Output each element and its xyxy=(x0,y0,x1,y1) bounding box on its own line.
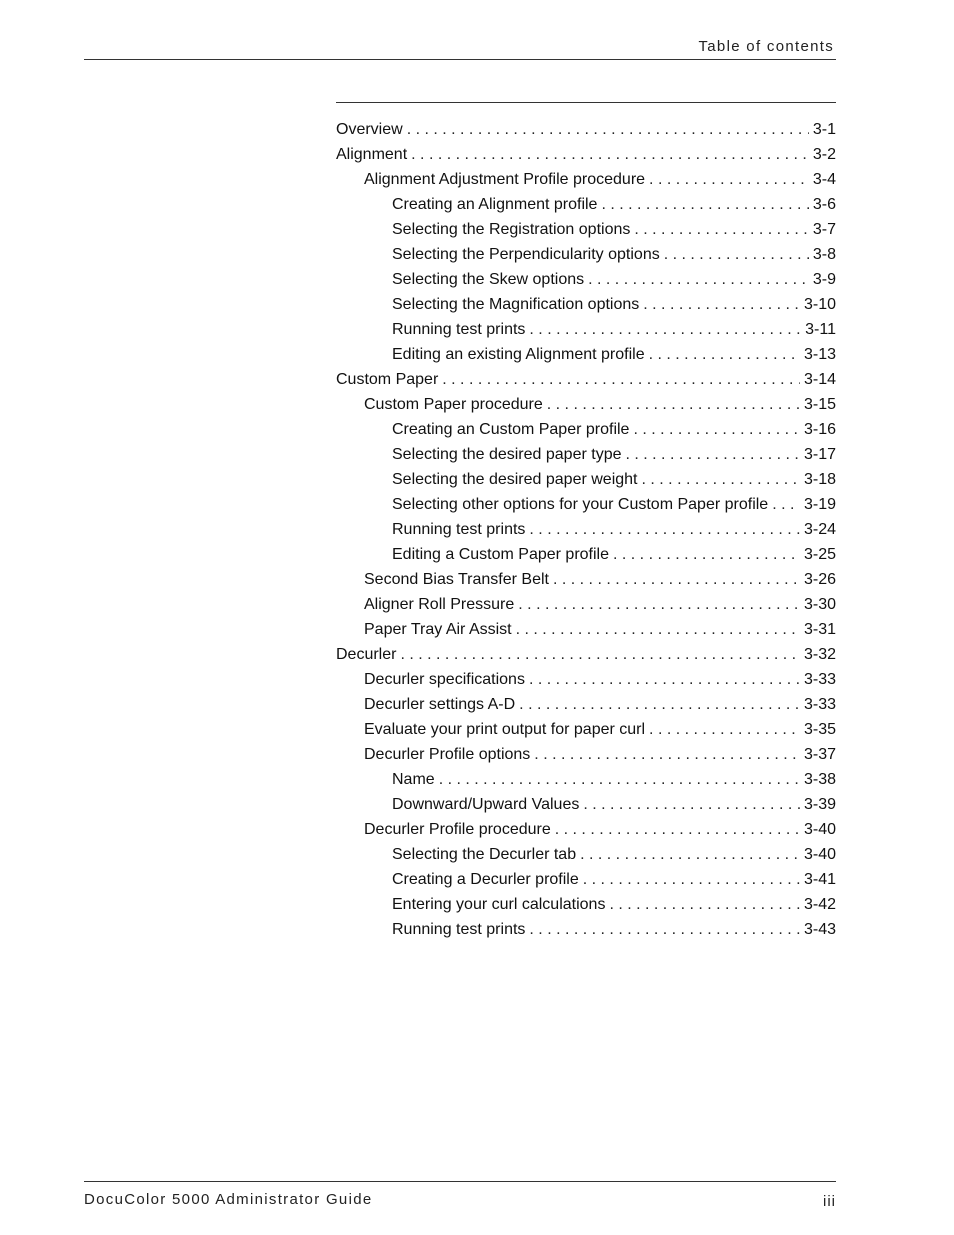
toc-entry-title: Editing an existing Alignment profile xyxy=(392,346,645,363)
toc-entry-page: 3-43 xyxy=(803,921,836,938)
toc-entry[interactable] xyxy=(336,917,836,942)
toc-entry-title: Overview xyxy=(336,121,403,138)
toc-entry-page: 3-30 xyxy=(803,596,836,613)
toc-entry[interactable] xyxy=(336,867,836,892)
toc-entry-page: 3-9 xyxy=(812,271,836,288)
toc-entry-page: 3-8 xyxy=(812,246,836,263)
toc-entry-title: Custom Paper procedure xyxy=(364,396,543,413)
toc-entry-title: Selecting the Perpendicularity options xyxy=(392,246,660,263)
toc-entry-title: Selecting the desired paper weight xyxy=(392,471,638,488)
toc-entry-page: 3-39 xyxy=(803,796,836,813)
toc-entry[interactable] xyxy=(336,142,836,167)
toc-dot-leader xyxy=(534,742,800,767)
toc-entry[interactable] xyxy=(336,242,836,267)
toc-dot-leader xyxy=(439,767,800,792)
toc-entry[interactable] xyxy=(336,292,836,317)
toc-entry-title: Selecting the desired paper type xyxy=(392,446,622,463)
running-header-title: Table of contents xyxy=(698,38,834,55)
toc-dot-leader xyxy=(529,517,800,542)
toc-entry[interactable] xyxy=(336,117,836,142)
toc-entry-page: 3-41 xyxy=(803,871,836,888)
toc-entry[interactable] xyxy=(336,392,836,417)
toc-entry[interactable] xyxy=(336,642,836,667)
toc-entry-title: Selecting the Registration options xyxy=(392,221,631,238)
toc-entry[interactable] xyxy=(336,367,836,392)
toc-entry-title: Creating an Alignment profile xyxy=(392,196,598,213)
toc-dot-leader xyxy=(555,817,800,842)
toc-entry-title: Selecting the Decurler tab xyxy=(392,846,577,863)
running-footer-title: DocuColor 5000 Administrator Guide xyxy=(84,1191,373,1208)
toc-dot-leader xyxy=(613,542,800,567)
table-of-contents xyxy=(336,117,836,942)
toc-entry-page: 3-4 xyxy=(812,171,836,188)
toc-entry[interactable] xyxy=(336,467,836,492)
toc-entry[interactable] xyxy=(336,267,836,292)
toc-entry-page: 3-19 xyxy=(803,496,836,513)
toc-entry-page: 3-15 xyxy=(803,396,836,413)
toc-entry-title: Custom Paper xyxy=(336,371,439,388)
toc-dot-leader xyxy=(633,417,800,442)
toc-entry-page: 3-13 xyxy=(803,346,836,363)
toc-entry-page: 3-7 xyxy=(812,221,836,238)
toc-entry-title: Entering your curl calculations xyxy=(392,896,606,913)
toc-dot-leader xyxy=(649,342,800,367)
toc-entry-title: Alignment xyxy=(336,146,408,163)
toc-entry[interactable] xyxy=(336,667,836,692)
toc-dot-leader xyxy=(529,667,800,692)
toc-entry-title: Decurler settings A-D xyxy=(364,696,516,713)
toc-entry[interactable] xyxy=(336,717,836,742)
toc-entry[interactable] xyxy=(336,517,836,542)
toc-entry-title: Selecting the Skew options xyxy=(392,271,585,288)
toc-entry-page: 3-10 xyxy=(803,296,836,313)
toc-dot-leader xyxy=(601,192,808,217)
toc-dot-leader xyxy=(553,567,800,592)
toc-entry-title: Creating an Custom Paper profile xyxy=(392,421,630,438)
toc-entry-page: 3-32 xyxy=(803,646,836,663)
toc-entry-title: Downward/Upward Values xyxy=(392,796,580,813)
toc-entry-title: Aligner Roll Pressure xyxy=(364,596,515,613)
toc-entry-title: Creating a Decurler profile xyxy=(392,871,579,888)
toc-entry[interactable] xyxy=(336,217,836,242)
toc-entry-page: 3-26 xyxy=(803,571,836,588)
toc-entry-title: Name xyxy=(392,771,435,788)
toc-entry-page: 3-33 xyxy=(803,671,836,688)
page-number: iii xyxy=(823,1193,836,1210)
toc-entry-page: 3-2 xyxy=(812,146,836,163)
footer-divider xyxy=(84,1181,836,1182)
toc-entry-page: 3-40 xyxy=(803,846,836,863)
toc-dot-leader xyxy=(400,642,800,667)
toc-dot-leader xyxy=(411,142,809,167)
toc-entry[interactable] xyxy=(336,317,836,342)
toc-dot-leader xyxy=(583,867,800,892)
toc-entry[interactable] xyxy=(336,492,836,517)
toc-entry-page: 3-31 xyxy=(803,621,836,638)
toc-entry-page: 3-33 xyxy=(803,696,836,713)
toc-top-divider xyxy=(336,102,836,103)
toc-entry-page: 3-6 xyxy=(812,196,836,213)
toc-entry[interactable] xyxy=(336,742,836,767)
toc-entry[interactable] xyxy=(336,167,836,192)
toc-dot-leader xyxy=(547,392,800,417)
toc-entry-page: 3-18 xyxy=(803,471,836,488)
toc-dot-leader xyxy=(649,167,809,192)
toc-dot-leader xyxy=(442,367,800,392)
toc-entry-page: 3-24 xyxy=(803,521,836,538)
toc-entry[interactable] xyxy=(336,417,836,442)
toc-dot-leader xyxy=(519,692,800,717)
toc-entry-page: 3-42 xyxy=(803,896,836,913)
toc-entry[interactable] xyxy=(336,692,836,717)
toc-entry[interactable] xyxy=(336,767,836,792)
toc-entry-title: Decurler Profile procedure xyxy=(364,821,551,838)
toc-entry-title: Decurler Profile options xyxy=(364,746,531,763)
toc-dot-leader xyxy=(634,217,809,242)
toc-entry-title: Decurler xyxy=(336,646,397,663)
toc-dot-leader xyxy=(609,892,800,917)
toc-entry-title: Paper Tray Air Assist xyxy=(364,621,512,638)
toc-entry-title: Selecting the Magnification options xyxy=(392,296,640,313)
toc-entry[interactable] xyxy=(336,192,836,217)
toc-entry-page: 3-16 xyxy=(803,421,836,438)
toc-dot-leader xyxy=(772,492,800,517)
toc-entry-page: 3-38 xyxy=(803,771,836,788)
header-divider xyxy=(84,59,836,60)
toc-entry-page: 3-14 xyxy=(803,371,836,388)
toc-entry-page: 3-35 xyxy=(803,721,836,738)
toc-entry-title: Alignment Adjustment Profile procedure xyxy=(364,171,646,188)
toc-entry-page: 3-11 xyxy=(805,321,836,338)
toc-entry-title: Decurler specifications xyxy=(364,671,525,688)
toc-entry-title: Running test prints xyxy=(392,321,526,338)
toc-entry[interactable] xyxy=(336,542,836,567)
toc-entry-page: 3-25 xyxy=(803,546,836,563)
toc-entry-title: Running test prints xyxy=(392,521,526,538)
toc-dot-leader xyxy=(580,842,800,867)
toc-dot-leader xyxy=(625,442,799,467)
toc-entry[interactable] xyxy=(336,892,836,917)
toc-dot-leader xyxy=(642,467,800,492)
toc-entry-title: Evaluate your print output for paper curl xyxy=(364,721,646,738)
toc-dot-leader xyxy=(588,267,809,292)
toc-entry-page: 3-40 xyxy=(803,821,836,838)
toc-entry-title: Editing a Custom Paper profile xyxy=(392,546,609,563)
toc-entry[interactable] xyxy=(336,442,836,467)
toc-entry-title: Running test prints xyxy=(392,921,526,938)
toc-entry[interactable] xyxy=(336,567,836,592)
toc-entry[interactable] xyxy=(336,617,836,642)
toc-dot-leader xyxy=(407,117,809,142)
toc-dot-leader xyxy=(643,292,800,317)
toc-entry[interactable] xyxy=(336,817,836,842)
toc-entry[interactable] xyxy=(336,592,836,617)
toc-entry-page: 3-17 xyxy=(803,446,836,463)
toc-dot-leader xyxy=(583,792,800,817)
toc-entry[interactable] xyxy=(336,342,836,367)
toc-entry[interactable] xyxy=(336,842,836,867)
toc-dot-leader xyxy=(664,242,809,267)
toc-dot-leader xyxy=(518,592,800,617)
toc-dot-leader xyxy=(529,917,800,942)
toc-entry-page: 3-37 xyxy=(803,746,836,763)
toc-entry[interactable] xyxy=(336,792,836,817)
toc-entry-title: Second Bias Transfer Belt xyxy=(364,571,549,588)
toc-entry-page: 3-1 xyxy=(812,121,836,138)
toc-dot-leader xyxy=(649,717,800,742)
toc-dot-leader xyxy=(516,617,800,642)
toc-dot-leader xyxy=(529,317,801,342)
toc-entry-title: Selecting other options for your Custom Paper profile xyxy=(392,496,769,513)
